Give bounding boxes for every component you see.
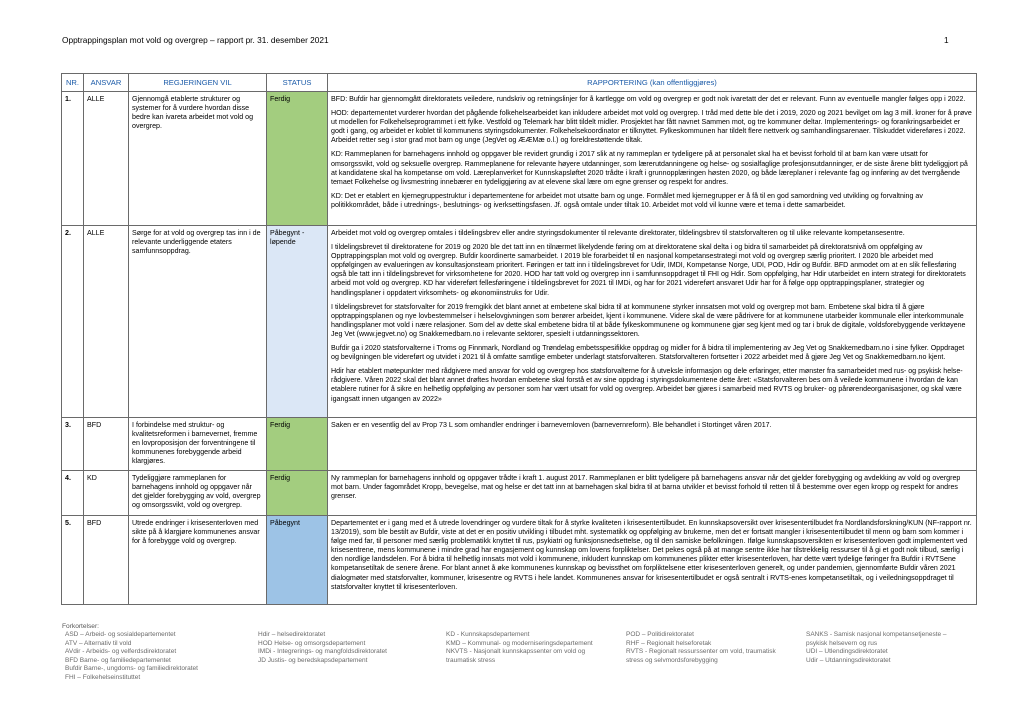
abbreviations-column [446,631,593,665]
abbreviation-item: ASD – Arbeid- og sosialdepartementet [65,631,176,638]
abbreviations-column [806,631,947,665]
abbreviation-item: stress og selvmordsforebygging [626,656,718,664]
abbreviation-item: RVTS - Regionalt ressurssenter om vold, traumatisk [626,648,776,656]
report-paragraph: Hdir har etablert møtepunkter med rådgivere med ansvar for vold og overgrep hos statsforvalterne for å utveksle informasjon og dele erfaringer, etter mønster fra samarbeidet med rus- og psykisk helse-rådgivere. Våren 2022 skal det blant annet drøftes hvordan embetene skal forstå et av sine oppdrag i styringsdokumentene dette året: «Statsforvalteren bes om å veilede kommunene i hvordan de kan etablere rutiner for å sikre en helhetlig oppfølging av personer som har vært utsatt for vold og overgrep. Arbeidet bør gjøres i samarbeid med RVTS og bruker- og pårørendeorganisasjoner, og skal være igangsatt innen utgangen av 2022» [331,367,963,403]
abbreviation-item: SANKS - Samisk nasjonal kompetansetjeneste – [806,631,947,638]
abbreviation-item: AVdir - Arbeids- og velferdsdirektoratet [65,648,177,656]
report-paragraph: Bufdir ga i 2020 statsforvalterne i Troms og Finnmark, Nordland og Trøndelag embetsspesifikke oppdrag og midler for å bidra til implementering av Jeg Vet og Snakkemedbarn.no i sine fylker. Oppdraget og bevilgningen ble videreført og utvidet i 2021 til å omfatte samtlige embeter underlagt statsforvalteren. Statsforvalteren fortsetter i 2022 arbeidet med å gjøre Jeg Vet og Snakkemedbarn.no kjent. [331,344,965,362]
report-paragraph: HOD: departementet vurderer hvordan det pågående folkehelsearbeidet kan inkludere arbeidet mot vold og overgrep. I tråd med dette ble det i 2019, 2020 og 2021 bevilget om lag 3 mill. kroner for å prøve ut modellen for Folkehelseprogrammet i ett fylke. Vestfold og Telemark har blitt tildelt midler. Prosjektet har fått navnet Sammen mot, og tre kommuner deltar. Implementerings- og forankringsarbeidet er godt i gang, og arbeidet er koblet til kommunens styringsdokumenter. Folkehelsekoordinator er tilknyttet. Fylkeskommunen har tildelt flere nettverk og samhandlingsarenaer. Tilskuddet videreføres i 2022. Arbeidet retter seg i stor grad mot barn og unge (JegVet og ÆÆMæ o.l.) og foreldrestøttende tiltak. [331,109,972,145]
abbreviation-item: RHF – Regionalt helseforetak [626,639,712,647]
report-table [61,73,977,605]
row-number: 2. [62,226,84,418]
report-paragraph: KD: Det er etablert en kjernegruppestruktur i departementene for arbeidet mot utsatte barn og unge. Formålet med kjernegrupper er å få til en god samordning ved utvikling og forvaltning av politikkområdet, både i utrednings-, beslutnings- og iverksettingsfasen. Jf. også omtale under tiltak 10. Arbeidet mot vold vil kunne være et tema i dette samarbeidet. [331,191,923,209]
row-government-goal: I forbindelse med struktur- og kvalitetsreformen i barnevernet, fremme en lovproposisjon der forventningene til kommunenes forebyggende arbeid klargjøres. [129,418,267,471]
row-status: Påbegynt [267,516,328,605]
abbreviations-title: Forkortelser: [62,623,100,630]
abbreviation-item: UDI – Utlendingsdirektoratet [806,648,888,656]
report-paragraph: Arbeidet mot vold og overgrep omtales i tildelingsbrev eller andre styringsdokumenter til relevante direktorater, tildelingsbrev til statsforvalteren og til ulike relevante kompetansesentre. [331,229,905,237]
table-row [62,418,977,471]
row-report [328,418,977,471]
abbreviation-item: psykisk helsevern og rus [806,639,878,647]
report-paragraph: I tildelingsbrevet til direktoratene for 2019 og 2020 ble det tatt inn en tilnærmet likelydende føring om at direktoratene skal delta i og bidra til samarbeidet på direktoratsnivå om oppfølging av Opptrappingsplan mot vold og overgrep. Bufdir koordinerte samarbeidet. I 2019 ble forarbeidet til en nasjonal kompetansestrategi mot vold og overgrep særlig prioritert. I 2020 ble arbeidet med oppfølgingen av evalueringen av konsultasjonsteam prioritert. Føringen er tatt inn i tildelingsbrevet for Udir, IMDI, Kompetanse Norge, UDI, POD, Hdir og Bufdir. BFD anmodet om at en slik fellesføring også ble tatt inn i tildelingsbrevet for virksomhetene for 2020. HOD har tatt vold og overgrep inn i samfunnsoppdraget til FHI og Hdir. Som oppfølging, har Hdir utarbeidet en intern strategi for direktoratets arbeid mot vold og overgrep. KD har videreført fellesføringene i tildelingsbrevet for 2021 til IMDi, og har for 2021 videreført ansvaret Udir har for å følge opp opptrappingsplaner, strategier og handlingsplaner i oppdatert virksomhets- og økonomiinstruks for Udir. [331,243,966,297]
row-responsible: BFD [84,516,129,605]
abbreviation-item: KMD – Kommunal- og moderniseringsdepartement [446,639,593,647]
page-number: 1 [944,35,949,45]
column-header-rapportering: RAPPORTERING (kan offentliggjøres) [328,74,977,92]
row-report [328,471,977,516]
row-number: 1. [62,92,84,226]
abbreviation-item: traumatisk stress [446,656,496,664]
abbreviation-item: Udir – Utdanningsdirektoratet [806,656,891,664]
column-header-nr: NR. [62,74,84,92]
row-report [328,516,977,605]
abbreviation-item: IMDi - Integrerings- og mangfoldsdirektoratet [258,648,387,656]
abbreviation-item: BFD Barne- og familiedepartementet [65,656,171,664]
abbreviation-item: ATV – Alternativ til vold [65,639,132,647]
column-header-status: STATUS [267,74,328,92]
abbreviation-item: Hdir – helsedirektoratet [258,631,326,638]
abbreviation-item: JD Justis- og beredskapsdepartement [258,656,368,664]
abbreviation-item: POD – Politidirektoratet [626,631,694,638]
row-status: Ferdig [267,92,328,226]
row-government-goal: Utrede endringer i krisesenterloven med sikte på å klargjøre kommunenes ansvar for å forebygge vold og overgrep. [129,516,267,605]
abbreviations-column [626,631,776,665]
row-number: 4. [62,471,84,516]
row-responsible: ALLE [84,226,129,418]
column-header-regjeringen-vil: REGJERINGEN VIL [129,74,267,92]
document-title: Opptrappingsplan mot vold og overgrep – rapport pr. 31. desember 2021 [62,35,329,45]
abbreviation-item: NKVTS - Nasjonalt kunnskapssenter om vold og [446,648,586,656]
table-row [62,471,977,516]
row-report [328,92,977,226]
abbreviation-item: Bufdir Barne-, ungdoms- og familiedirektoratet [65,665,198,673]
row-status: Ferdig [267,471,328,516]
report-paragraph: Ny rammeplan for barnehagens innhold og oppgaver trådte i kraft 1. august 2017. Rammeplanen er blitt tydeligere på barnehagens ansvar når det gjelder forebygging og avdekking av vold og overgrep mot barn. Under fagområdet Kropp, bevegelse, mat og helse er det tatt inn at barnehagen skal bidra til at barna utvikler et bevisst forhold til retten til å bestemme over egen kropp og respekt for andres grenser. [331,474,961,501]
row-responsible: KD [84,471,129,516]
table-header-row [62,74,977,92]
abbreviation-item: KD - Kunnskapsdepartement [446,631,530,638]
row-responsible: ALLE [84,92,129,226]
row-number: 5. [62,516,84,605]
row-government-goal: Tydeliggjøre rammeplanen for barnehagens innhold og oppgaver når det gjelder forebygging av vold, overgrep og omsorgssvikt, vold og overgrep. [129,471,267,516]
row-status: Ferdig [267,418,328,471]
table-row [62,226,977,418]
abbreviation-item: HOD Helse- og omsorgsdepartement [258,639,366,647]
abbreviation-item: FHI – Folkehelseinstituttet [65,673,141,681]
abbreviations-column [65,631,198,683]
row-government-goal: Gjennomgå etablerte strukturer og systemer for å vurdere hvordan disse bedre kan ivareta arbeidet mot vold og overgrep. [129,92,267,226]
row-number: 3. [62,418,84,471]
report-paragraph: BFD: Bufdir har gjennomgått direktoratets veiledere, rundskriv og retningslinjer for å kartlegge om vold og overgrep er godt nok ivaretatt der det er relevant. Funn av eventuelle mangler følges opp i 2022. [331,95,966,103]
report-paragraph: Departementet er i gang med et å utrede lovendringer og vurdere tiltak for å styrke kvaliteten i krisesentertilbudet. En kunnskapsoversikt over krisesentertilbudet fra Nordlandsforskning/KUN (NF-rapport nr. 13/2019), som ble bestilt av Bufdir, viste at det er en positiv utvikling i tilbudet mht. systematikk og oppfølging av brukerne, men det er fortsatt mangler i krisesentertilbudet til menn og barn som kommer i følge med far, til personer med særlig problematikk knyttet til rus, psykiatri og funksjonsnedsettelse, og til den samiske befolkningen. Ifølge kunnskapsoversikten er krisesenterloven godt implementert ved krisesentrene, mens kommunene i mindre grad har engasjement og kunnskap om lovens forpliktelser. Det pekes også på at mange sentre ikke har tilstrekkelig ressurser til å gi et godt nok tilbud, særlig i den nordlige landsdelen. For å bidra til helhetlig innsats mot vold i kommunene, inkludert kunnskap om kommunenes plikter etter krisesenterloven, har dette vært tydelige føringer fra Bufdir i RVTSene kompetansetiltak de senere årene. For blant annet å øke kommunenes kunnskap og bevissthet om forpliktelsene etter krisesenterloven generelt, og under pandemien, gjennomførte Bufdir våren 2021 dialogmøter med statsforvalter, kommuner, krisesentre og RVTS i hele landet. Kommunenes ansvar for krisesentertilbudet er også sentralt i RVTS-enes kompetansetiltak, og i veiledningsoppdraget til statsforvalter knyttet til krisesenterloven. [331,519,972,591]
row-report [328,226,977,418]
table-row [62,92,977,226]
row-responsible: BFD [84,418,129,471]
column-header-ansvar: ANSVAR [84,74,129,92]
row-government-goal: Sørge for at vold og overgrep tas inn i de relevante underliggende etaters samfunnsoppdrag. [129,226,267,418]
row-status: Påbegynt - løpende [267,226,328,418]
abbreviations-column [258,631,387,665]
table-row [62,516,977,605]
report-paragraph: KD: Rammeplanen for barnehagens innhold og oppgaver ble revidert grundig i 2017 slik at ny rammeplan er tydeligere på at personalet skal ha et bevisst forhold til at barn kan være utsatt for omsorgssvikt, vold og seksuelle overgrep. Rammeplanene for relevante høyere utdanninger, som lærerutdanningene og helse- og sosialfaglige profesjonsutdanninger, er de siste årene blitt tydeliggjort på at kandidatene skal ha kompetanse om vold. Læreplanverket for Kunnskapsløftet 2020 trådte i kraft i grunnopplæringen høsten 2020, og både læreplaner i relevante fag og innføring av det tverrgående temaet Folkehelse og livsmestring innebærer en tydeliggjøring av at elevene skal lære om egne grenser og respekt for andres. [331,150,968,186]
report-paragraph: Saken er en vesentlig del av Prop 73 L som omhandler endringer i barnevernloven (barnevernreform). Ble behandlet i Stortinget våren 2017. [331,421,772,429]
report-paragraph: I tildelingsbrevet for statsforvalter for 2019 fremgikk det blant annet at embetene skal bidra til at kommunene styrker innsatsen mot vold og overgrep mot barn. Embetene skal bidra til å gjøre opptrappingsplanen og nye lovbestemmelser i helselovgivningen som berører arbeidet, kjent i kommunene. Videre skal de være pådrivere for at kommunene utarbeider kommunale eller interkommunale handlingsplaner mot vold i nære relasjoner. Som del av dette skal embetene bidra til at både fylkeskommunene og kommunene gjør seg kjent med og tar i bruk de digitale, voldsforebyggende verktøyene Jeg Vet (www.jegvet.no) og Snakkemedbarn.no i relevante sektorer, spesielt i utdanningssektoren. [331,302,966,338]
